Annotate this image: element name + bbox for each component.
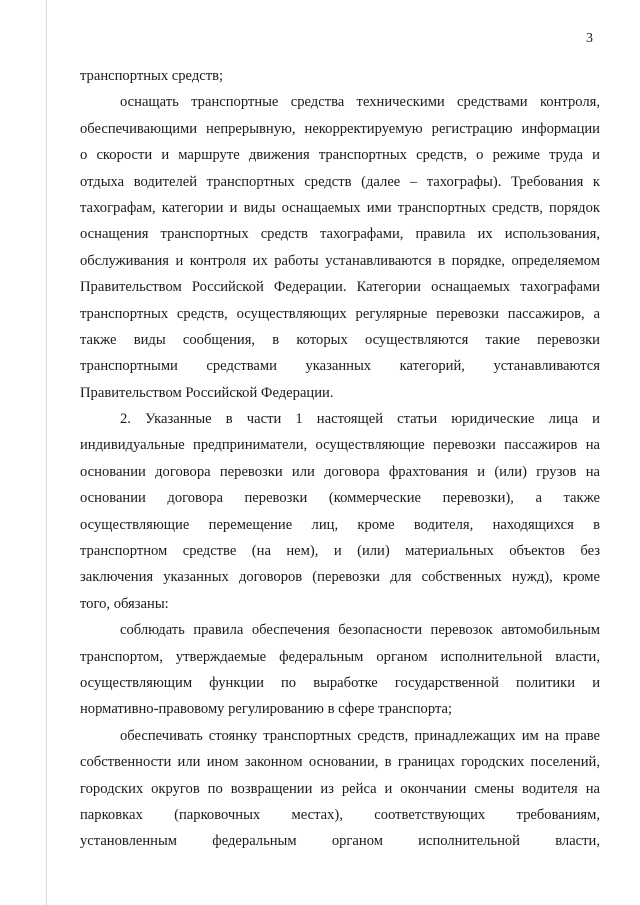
text-line: парковках (парковочных местах), соответствующих требованиям, bbox=[80, 806, 600, 823]
text-line: обеспечивающими непрерывную, некорректируемую регистрацию информации bbox=[80, 120, 600, 137]
text-line: Правительством Российской Федерации. bbox=[80, 384, 334, 401]
text-line: заключения указанных договоров (перевозки для собственных нужд), кроме bbox=[80, 569, 600, 586]
text-line: транспортом, утверждаемые федеральным органом исполнительной власти, bbox=[80, 648, 600, 665]
text-line: осуществляющие перемещение лиц, кроме водителя, находящихся в bbox=[80, 516, 600, 533]
page-number: 3 bbox=[586, 31, 593, 46]
scan-margin-line bbox=[46, 0, 47, 905]
text-line: также виды сообщения, в которых осуществляются такие перевозки bbox=[80, 331, 600, 348]
paragraph-first-line: обеспечивать стоянку транспортных средств, принадлежащих им на праве bbox=[120, 727, 600, 744]
text-line: транспортном средстве (на нем), и (или) материальных объектов без bbox=[80, 543, 600, 560]
text-line: того, обязаны: bbox=[80, 595, 169, 612]
text-line: собственности или ином законном основании, в границах городских поселений, bbox=[80, 754, 600, 771]
document-body bbox=[80, 63, 600, 855]
text-line: Правительством Российской Федерации. Категории оснащаемых тахографами bbox=[80, 279, 600, 296]
text-line: транспортных средств; bbox=[80, 68, 224, 84]
text-line: тахографам, категории и виды оснащаемых ими транспортных средств, порядок bbox=[80, 199, 600, 216]
text-line: основании договора перевозки или договора фрахтования и (или) грузов на bbox=[80, 463, 600, 480]
text-line: обслуживания и контроля их работы устанавливаются в порядке, определяемом bbox=[80, 252, 600, 269]
paragraph-first-line: соблюдать правила обеспечения безопасности перевозок автомобильным bbox=[120, 622, 600, 639]
text-line: индивидуальные предприниматели, осуществляющие перевозки пассажиров на bbox=[80, 437, 600, 454]
text-line: осуществляющим функции по выработке государственной политики и bbox=[80, 674, 600, 691]
text-line: основании договора перевозки (коммерческие перевозки), а также bbox=[80, 490, 600, 507]
text-line: транспортных средств, осуществляющих регулярные перевозки пассажиров, а bbox=[80, 305, 600, 322]
text-line: отдыха водителей транспортных средств (далее – тахографы). Требования к bbox=[80, 173, 600, 190]
text-line: о скорости и маршруте движения транспортных средств, о режиме труда и bbox=[80, 147, 600, 164]
text-line: установленным федеральным органом исполнительной власти, bbox=[80, 833, 600, 850]
paragraph-first-line: 2. Указанные в части 1 настоящей статьи юридические лица и bbox=[120, 411, 600, 428]
text-line: оснащения транспортных средств тахографами, правила их использования, bbox=[80, 226, 600, 243]
text-line: нормативно-правовому регулированию в сфере транспорта; bbox=[80, 701, 453, 718]
text-line: транспортными средствами указанных категорий, устанавливаются bbox=[80, 358, 600, 375]
text-line: городских округов по возвращении из рейса и окончании смены водителя на bbox=[80, 780, 600, 797]
paragraph-first-line: оснащать транспортные средства техническими средствами контроля, bbox=[120, 94, 600, 111]
